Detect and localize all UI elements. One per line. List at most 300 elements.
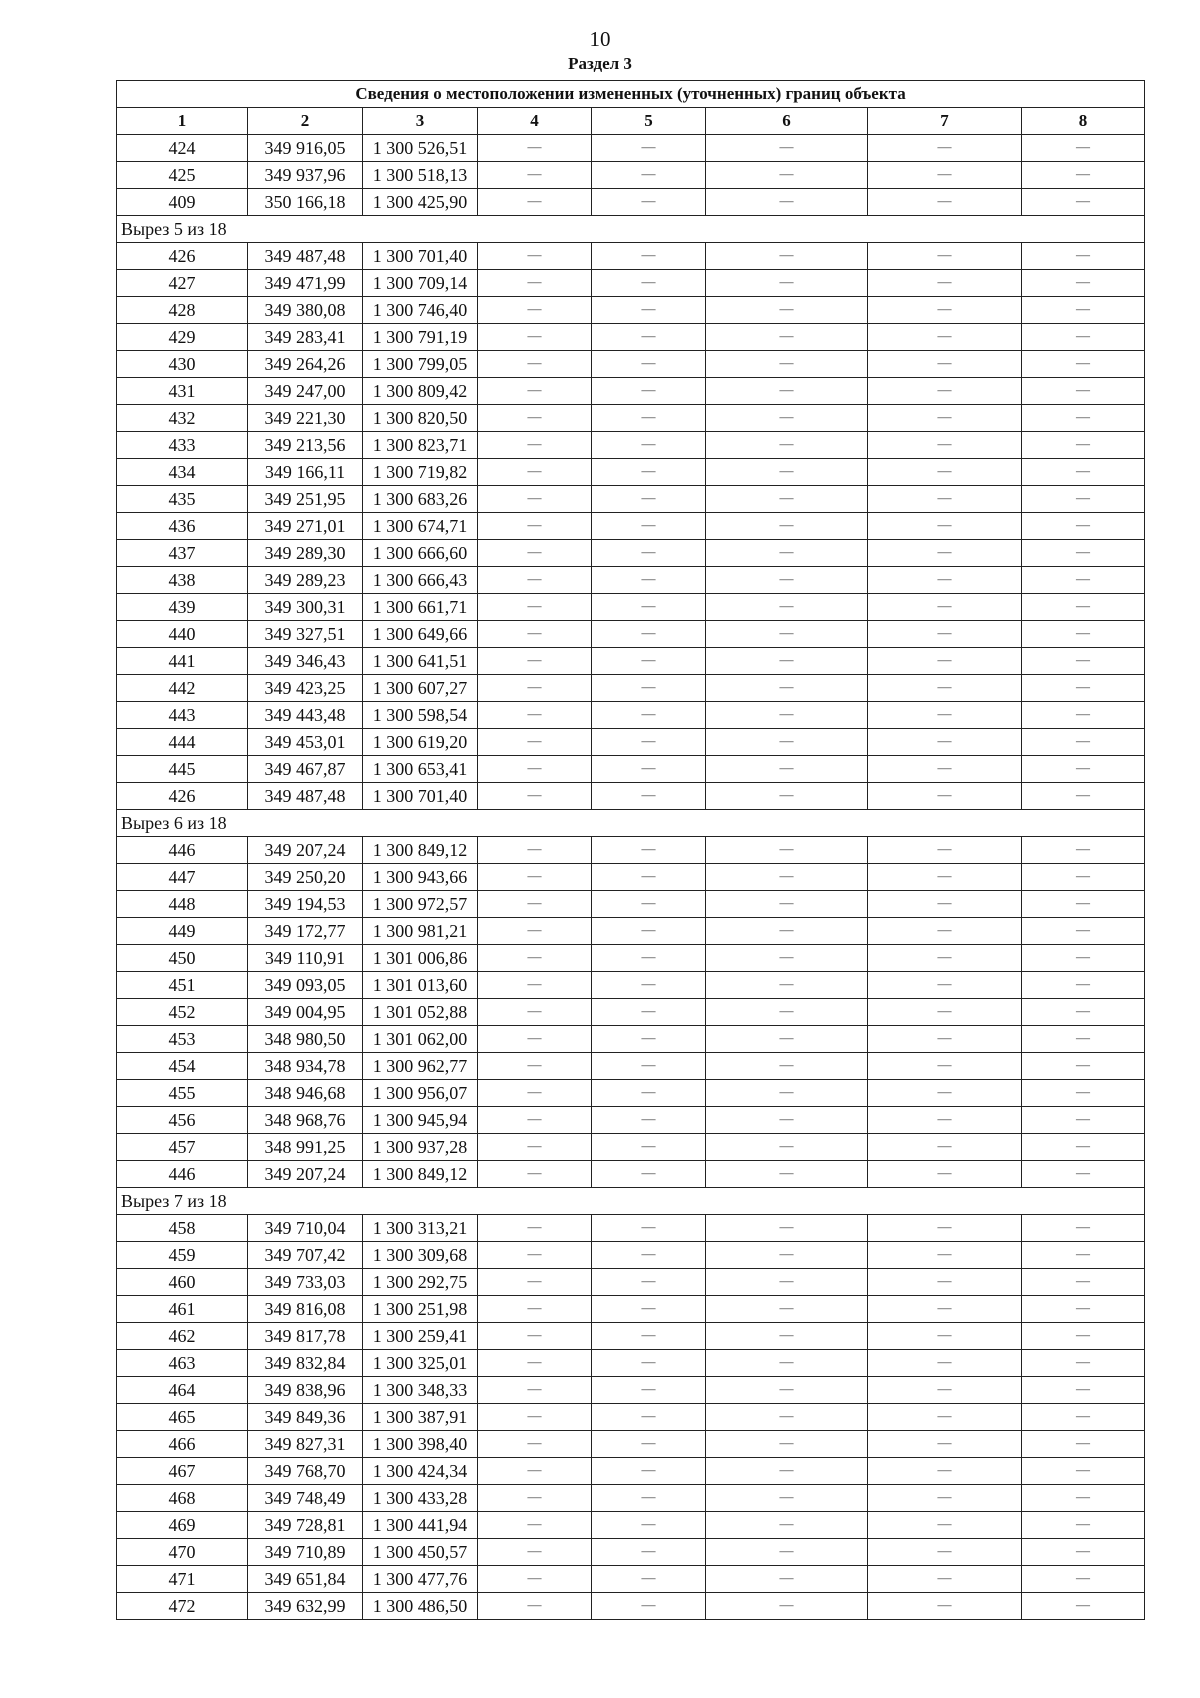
y-coordinate-cell: 1 300 683,26: [363, 486, 478, 513]
x-coordinate-cell: 349 166,11: [248, 459, 363, 486]
table-row: [117, 378, 1145, 405]
table-row: [117, 783, 1145, 810]
table-row: [117, 162, 1145, 189]
empty-value-dash: —: [592, 837, 706, 864]
y-coordinate-cell: 1 300 791,19: [363, 324, 478, 351]
subsection-label: Вырез 5 из 18: [117, 216, 1145, 243]
y-coordinate-cell: 1 300 937,28: [363, 1134, 478, 1161]
empty-value-dash: —: [1022, 594, 1145, 621]
empty-value-dash: —: [868, 702, 1022, 729]
empty-value-dash: —: [1022, 1404, 1145, 1431]
empty-value-dash: —: [706, 945, 868, 972]
y-coordinate-cell: 1 300 598,54: [363, 702, 478, 729]
table-row: [117, 513, 1145, 540]
y-coordinate-cell: 1 300 441,94: [363, 1512, 478, 1539]
x-coordinate-cell: 350 166,18: [248, 189, 363, 216]
empty-value-dash: —: [1022, 1566, 1145, 1593]
empty-value-dash: —: [706, 162, 868, 189]
empty-value-dash: —: [478, 1512, 592, 1539]
point-number-cell: 471: [117, 1566, 248, 1593]
empty-value-dash: —: [478, 540, 592, 567]
empty-value-dash: —: [592, 999, 706, 1026]
empty-value-dash: —: [478, 918, 592, 945]
y-coordinate-cell: 1 300 425,90: [363, 189, 478, 216]
empty-value-dash: —: [868, 891, 1022, 918]
y-coordinate-cell: 1 300 674,71: [363, 513, 478, 540]
x-coordinate-cell: 349 264,26: [248, 351, 363, 378]
empty-value-dash: —: [592, 1566, 706, 1593]
y-coordinate-cell: 1 300 972,57: [363, 891, 478, 918]
empty-value-dash: —: [592, 1161, 706, 1188]
empty-value-dash: —: [1022, 675, 1145, 702]
table-row: [117, 1512, 1145, 1539]
empty-value-dash: —: [478, 1458, 592, 1485]
empty-value-dash: —: [478, 378, 592, 405]
empty-value-dash: —: [478, 1566, 592, 1593]
point-number-cell: 465: [117, 1404, 248, 1431]
empty-value-dash: —: [592, 1026, 706, 1053]
empty-value-dash: —: [706, 648, 868, 675]
empty-value-dash: —: [868, 567, 1022, 594]
empty-value-dash: —: [706, 1053, 868, 1080]
point-number-cell: 426: [117, 243, 248, 270]
table-row: [117, 243, 1145, 270]
x-coordinate-cell: 349 327,51: [248, 621, 363, 648]
y-coordinate-cell: 1 300 746,40: [363, 297, 478, 324]
empty-value-dash: —: [592, 1431, 706, 1458]
point-number-cell: 456: [117, 1107, 248, 1134]
empty-value-dash: —: [478, 567, 592, 594]
table-caption-row: [117, 81, 1145, 108]
empty-value-dash: —: [706, 621, 868, 648]
empty-value-dash: —: [1022, 837, 1145, 864]
empty-value-dash: —: [868, 1080, 1022, 1107]
x-coordinate-cell: 349 937,96: [248, 162, 363, 189]
point-number-cell: 446: [117, 837, 248, 864]
empty-value-dash: —: [592, 648, 706, 675]
empty-value-dash: —: [478, 405, 592, 432]
empty-value-dash: —: [868, 486, 1022, 513]
empty-value-dash: —: [706, 1458, 868, 1485]
empty-value-dash: —: [1022, 1431, 1145, 1458]
table-row: [117, 351, 1145, 378]
empty-value-dash: —: [868, 783, 1022, 810]
y-coordinate-cell: 1 300 619,20: [363, 729, 478, 756]
empty-value-dash: —: [478, 729, 592, 756]
point-number-cell: 426: [117, 783, 248, 810]
empty-value-dash: —: [1022, 297, 1145, 324]
empty-value-dash: —: [706, 1566, 868, 1593]
empty-value-dash: —: [706, 405, 868, 432]
subsection-row: [117, 216, 1145, 243]
column-header: 8: [1022, 108, 1145, 135]
y-coordinate-cell: 1 300 348,33: [363, 1377, 478, 1404]
empty-value-dash: —: [868, 1296, 1022, 1323]
x-coordinate-cell: 348 980,50: [248, 1026, 363, 1053]
y-coordinate-cell: 1 300 641,51: [363, 648, 478, 675]
empty-value-dash: —: [868, 1269, 1022, 1296]
point-number-cell: 409: [117, 189, 248, 216]
empty-value-dash: —: [868, 1350, 1022, 1377]
empty-value-dash: —: [1022, 1593, 1145, 1620]
table-row: [117, 189, 1145, 216]
empty-value-dash: —: [592, 297, 706, 324]
empty-value-dash: —: [592, 1458, 706, 1485]
empty-value-dash: —: [706, 297, 868, 324]
table-row: [117, 1026, 1145, 1053]
empty-value-dash: —: [478, 1404, 592, 1431]
empty-value-dash: —: [706, 1593, 868, 1620]
table-row: [117, 1350, 1145, 1377]
empty-value-dash: —: [478, 1296, 592, 1323]
x-coordinate-cell: 349 207,24: [248, 1161, 363, 1188]
empty-value-dash: —: [592, 891, 706, 918]
empty-value-dash: —: [706, 1161, 868, 1188]
table-row: [117, 324, 1145, 351]
x-coordinate-cell: 349 247,00: [248, 378, 363, 405]
point-number-cell: 425: [117, 162, 248, 189]
empty-value-dash: —: [868, 945, 1022, 972]
column-header: 6: [706, 108, 868, 135]
point-number-cell: 451: [117, 972, 248, 999]
table-row: [117, 459, 1145, 486]
empty-value-dash: —: [592, 756, 706, 783]
empty-value-dash: —: [706, 378, 868, 405]
y-coordinate-cell: 1 300 945,94: [363, 1107, 478, 1134]
empty-value-dash: —: [706, 567, 868, 594]
x-coordinate-cell: 349 110,91: [248, 945, 363, 972]
empty-value-dash: —: [478, 432, 592, 459]
empty-value-dash: —: [478, 270, 592, 297]
empty-value-dash: —: [478, 1161, 592, 1188]
table-row: [117, 756, 1145, 783]
empty-value-dash: —: [1022, 486, 1145, 513]
point-number-cell: 428: [117, 297, 248, 324]
empty-value-dash: —: [868, 648, 1022, 675]
x-coordinate-cell: 349 283,41: [248, 324, 363, 351]
y-coordinate-cell: 1 300 486,50: [363, 1593, 478, 1620]
empty-value-dash: —: [478, 999, 592, 1026]
table-row: [117, 1404, 1145, 1431]
table-row: [117, 297, 1145, 324]
x-coordinate-cell: 349 707,42: [248, 1242, 363, 1269]
empty-value-dash: —: [478, 1269, 592, 1296]
empty-value-dash: —: [478, 189, 592, 216]
section-title: Раздел 3: [568, 54, 632, 73]
empty-value-dash: —: [1022, 1242, 1145, 1269]
empty-value-dash: —: [592, 459, 706, 486]
empty-value-dash: —: [706, 1296, 868, 1323]
table-caption: Сведения о местоположении измененных (уточненных) границ объекта: [117, 81, 1145, 108]
point-number-cell: 431: [117, 378, 248, 405]
x-coordinate-cell: 348 946,68: [248, 1080, 363, 1107]
column-header-row: [117, 108, 1145, 135]
empty-value-dash: —: [478, 513, 592, 540]
x-coordinate-cell: 349 289,23: [248, 567, 363, 594]
point-number-cell: 424: [117, 135, 248, 162]
table-row: [117, 1215, 1145, 1242]
y-coordinate-cell: 1 300 661,71: [363, 594, 478, 621]
table-row: [117, 837, 1145, 864]
empty-value-dash: —: [592, 432, 706, 459]
empty-value-dash: —: [868, 324, 1022, 351]
empty-value-dash: —: [706, 891, 868, 918]
x-coordinate-cell: 349 346,43: [248, 648, 363, 675]
y-coordinate-cell: 1 300 849,12: [363, 1161, 478, 1188]
empty-value-dash: —: [868, 756, 1022, 783]
empty-value-dash: —: [1022, 1134, 1145, 1161]
empty-value-dash: —: [706, 1485, 868, 1512]
y-coordinate-cell: 1 300 398,40: [363, 1431, 478, 1458]
empty-value-dash: —: [868, 540, 1022, 567]
point-number-cell: 448: [117, 891, 248, 918]
table-row: [117, 135, 1145, 162]
empty-value-dash: —: [478, 1026, 592, 1053]
empty-value-dash: —: [1022, 405, 1145, 432]
table-row: [117, 405, 1145, 432]
y-coordinate-cell: 1 300 823,71: [363, 432, 478, 459]
empty-value-dash: —: [1022, 1269, 1145, 1296]
table-row: [117, 540, 1145, 567]
empty-value-dash: —: [868, 864, 1022, 891]
empty-value-dash: —: [592, 135, 706, 162]
x-coordinate-cell: 349 838,96: [248, 1377, 363, 1404]
empty-value-dash: —: [706, 783, 868, 810]
empty-value-dash: —: [868, 1485, 1022, 1512]
column-header: 7: [868, 108, 1022, 135]
x-coordinate-cell: 349 300,31: [248, 594, 363, 621]
empty-value-dash: —: [706, 459, 868, 486]
y-coordinate-cell: 1 300 649,66: [363, 621, 478, 648]
empty-value-dash: —: [706, 675, 868, 702]
x-coordinate-cell: 348 968,76: [248, 1107, 363, 1134]
table-row: [117, 1080, 1145, 1107]
empty-value-dash: —: [478, 1242, 592, 1269]
empty-value-dash: —: [1022, 1377, 1145, 1404]
x-coordinate-cell: 349 380,08: [248, 297, 363, 324]
point-number-cell: 450: [117, 945, 248, 972]
point-number-cell: 463: [117, 1350, 248, 1377]
empty-value-dash: —: [706, 1215, 868, 1242]
empty-value-dash: —: [868, 729, 1022, 756]
y-coordinate-cell: 1 300 477,76: [363, 1566, 478, 1593]
empty-value-dash: —: [706, 864, 868, 891]
empty-value-dash: —: [868, 594, 1022, 621]
empty-value-dash: —: [592, 1512, 706, 1539]
empty-value-dash: —: [868, 189, 1022, 216]
point-number-cell: 433: [117, 432, 248, 459]
empty-value-dash: —: [1022, 621, 1145, 648]
x-coordinate-cell: 349 710,04: [248, 1215, 363, 1242]
empty-value-dash: —: [706, 594, 868, 621]
table-row: [117, 702, 1145, 729]
empty-value-dash: —: [868, 1107, 1022, 1134]
y-coordinate-cell: 1 300 849,12: [363, 837, 478, 864]
empty-value-dash: —: [706, 918, 868, 945]
point-number-cell: 442: [117, 675, 248, 702]
empty-value-dash: —: [1022, 864, 1145, 891]
empty-value-dash: —: [1022, 918, 1145, 945]
empty-value-dash: —: [1022, 567, 1145, 594]
y-coordinate-cell: 1 300 325,01: [363, 1350, 478, 1377]
empty-value-dash: —: [706, 1107, 868, 1134]
table-row: [117, 270, 1145, 297]
empty-value-dash: —: [868, 1377, 1022, 1404]
x-coordinate-cell: 349 004,95: [248, 999, 363, 1026]
point-number-cell: 436: [117, 513, 248, 540]
point-number-cell: 453: [117, 1026, 248, 1053]
x-coordinate-cell: 349 487,48: [248, 243, 363, 270]
point-number-cell: 432: [117, 405, 248, 432]
empty-value-dash: —: [1022, 891, 1145, 918]
empty-value-dash: —: [1022, 378, 1145, 405]
empty-value-dash: —: [478, 675, 592, 702]
empty-value-dash: —: [592, 540, 706, 567]
y-coordinate-cell: 1 300 313,21: [363, 1215, 478, 1242]
point-number-cell: 457: [117, 1134, 248, 1161]
x-coordinate-cell: 349 423,25: [248, 675, 363, 702]
empty-value-dash: —: [868, 918, 1022, 945]
x-coordinate-cell: 349 651,84: [248, 1566, 363, 1593]
empty-value-dash: —: [478, 351, 592, 378]
empty-value-dash: —: [592, 1134, 706, 1161]
x-coordinate-cell: 349 748,49: [248, 1485, 363, 1512]
empty-value-dash: —: [706, 324, 868, 351]
page-number: 10: [589, 27, 611, 51]
empty-value-dash: —: [706, 135, 868, 162]
point-number-cell: 467: [117, 1458, 248, 1485]
empty-value-dash: —: [706, 1080, 868, 1107]
empty-value-dash: —: [1022, 351, 1145, 378]
empty-value-dash: —: [592, 1377, 706, 1404]
column-header: 3: [363, 108, 478, 135]
empty-value-dash: —: [592, 351, 706, 378]
empty-value-dash: —: [1022, 135, 1145, 162]
empty-value-dash: —: [478, 1215, 592, 1242]
y-coordinate-cell: 1 300 666,60: [363, 540, 478, 567]
point-number-cell: 469: [117, 1512, 248, 1539]
empty-value-dash: —: [706, 1242, 868, 1269]
x-coordinate-cell: 349 916,05: [248, 135, 363, 162]
empty-value-dash: —: [868, 405, 1022, 432]
empty-value-dash: —: [868, 1404, 1022, 1431]
empty-value-dash: —: [868, 1323, 1022, 1350]
boundary-coordinates-table: [116, 80, 1145, 1620]
point-number-cell: 438: [117, 567, 248, 594]
subsection-row: [117, 810, 1145, 837]
y-coordinate-cell: 1 300 309,68: [363, 1242, 478, 1269]
empty-value-dash: —: [478, 297, 592, 324]
empty-value-dash: —: [1022, 1296, 1145, 1323]
empty-value-dash: —: [868, 135, 1022, 162]
x-coordinate-cell: 349 733,03: [248, 1269, 363, 1296]
empty-value-dash: —: [1022, 1458, 1145, 1485]
empty-value-dash: —: [1022, 243, 1145, 270]
empty-value-dash: —: [706, 513, 868, 540]
empty-value-dash: —: [478, 1485, 592, 1512]
empty-value-dash: —: [1022, 540, 1145, 567]
empty-value-dash: —: [592, 405, 706, 432]
empty-value-dash: —: [868, 297, 1022, 324]
table-row: [117, 864, 1145, 891]
point-number-cell: 447: [117, 864, 248, 891]
empty-value-dash: —: [592, 486, 706, 513]
point-number-cell: 434: [117, 459, 248, 486]
empty-value-dash: —: [868, 513, 1022, 540]
empty-value-dash: —: [478, 945, 592, 972]
empty-value-dash: —: [1022, 162, 1145, 189]
table-row: [117, 1242, 1145, 1269]
empty-value-dash: —: [478, 1350, 592, 1377]
empty-value-dash: —: [706, 1350, 868, 1377]
y-coordinate-cell: 1 300 433,28: [363, 1485, 478, 1512]
x-coordinate-cell: 349 453,01: [248, 729, 363, 756]
empty-value-dash: —: [1022, 459, 1145, 486]
table-row: [117, 567, 1145, 594]
subsection-row: [117, 1188, 1145, 1215]
empty-value-dash: —: [1022, 1080, 1145, 1107]
x-coordinate-cell: 349 728,81: [248, 1512, 363, 1539]
empty-value-dash: —: [592, 513, 706, 540]
point-number-cell: 430: [117, 351, 248, 378]
x-coordinate-cell: 349 487,48: [248, 783, 363, 810]
empty-value-dash: —: [592, 189, 706, 216]
empty-value-dash: —: [868, 162, 1022, 189]
point-number-cell: 462: [117, 1323, 248, 1350]
empty-value-dash: —: [478, 702, 592, 729]
empty-value-dash: —: [706, 432, 868, 459]
point-number-cell: 445: [117, 756, 248, 783]
x-coordinate-cell: 349 832,84: [248, 1350, 363, 1377]
empty-value-dash: —: [706, 1512, 868, 1539]
y-coordinate-cell: 1 300 387,91: [363, 1404, 478, 1431]
empty-value-dash: —: [592, 1593, 706, 1620]
y-coordinate-cell: 1 300 292,75: [363, 1269, 478, 1296]
empty-value-dash: —: [1022, 432, 1145, 459]
empty-value-dash: —: [1022, 270, 1145, 297]
table-row: [117, 1593, 1145, 1620]
empty-value-dash: —: [478, 621, 592, 648]
empty-value-dash: —: [592, 702, 706, 729]
empty-value-dash: —: [1022, 1161, 1145, 1188]
empty-value-dash: —: [868, 1134, 1022, 1161]
empty-value-dash: —: [592, 945, 706, 972]
empty-value-dash: —: [706, 1377, 868, 1404]
empty-value-dash: —: [1022, 972, 1145, 999]
empty-value-dash: —: [592, 1080, 706, 1107]
empty-value-dash: —: [868, 270, 1022, 297]
table-row: [117, 1566, 1145, 1593]
y-coordinate-cell: 1 300 653,41: [363, 756, 478, 783]
column-header: 1: [117, 108, 248, 135]
table-row: [117, 729, 1145, 756]
empty-value-dash: —: [592, 270, 706, 297]
x-coordinate-cell: 349 768,70: [248, 1458, 363, 1485]
y-coordinate-cell: 1 300 943,66: [363, 864, 478, 891]
table-row: [117, 1053, 1145, 1080]
empty-value-dash: —: [868, 621, 1022, 648]
empty-value-dash: —: [868, 1026, 1022, 1053]
x-coordinate-cell: 348 934,78: [248, 1053, 363, 1080]
x-coordinate-cell: 349 207,24: [248, 837, 363, 864]
y-coordinate-cell: 1 300 709,14: [363, 270, 478, 297]
empty-value-dash: —: [1022, 1215, 1145, 1242]
empty-value-dash: —: [868, 837, 1022, 864]
empty-value-dash: —: [706, 1323, 868, 1350]
point-number-cell: 458: [117, 1215, 248, 1242]
empty-value-dash: —: [592, 621, 706, 648]
point-number-cell: 439: [117, 594, 248, 621]
